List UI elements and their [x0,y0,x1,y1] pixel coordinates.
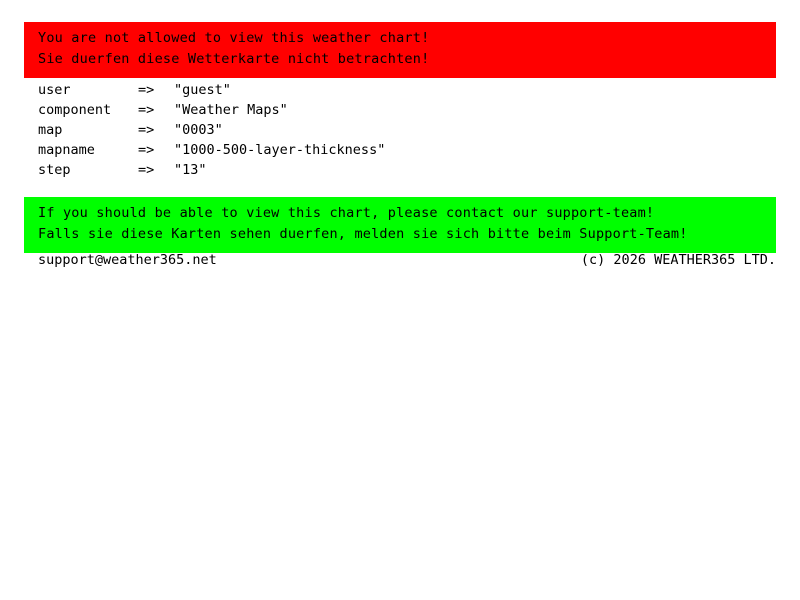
parameter-value-map: "0003" [174,122,223,138]
parameter-key-step: step [38,162,71,178]
parameter-list [38,80,778,180]
copyright-text: (c) 2026 WEATHER365 LTD. [580,252,776,268]
parameter-value-step: "13" [174,162,207,178]
parameter-value-user: "guest" [174,82,231,98]
parameter-key-map: map [38,122,63,138]
parameter-arrow-step: => [138,162,155,178]
parameter-key-mapname: mapname [38,142,95,158]
parameter-key-user: user [38,82,71,98]
parameter-row-user [38,80,778,100]
parameter-key-component: component [38,102,112,118]
error-banner [24,22,776,78]
support-banner-line-en: If you should be able to view this chart, please contact our support-team! [38,205,655,221]
parameter-arrow-component: => [138,102,155,118]
parameter-arrow-user: => [138,82,155,98]
error-banner-line-en: You are not allowed to view this weather chart! [38,30,430,46]
parameter-row-map [38,120,778,140]
footer [38,250,776,270]
support-banner [24,197,776,253]
parameter-row-mapname [38,140,778,160]
parameter-arrow-mapname: => [138,142,155,158]
error-banner-line-de: Sie duerfen diese Wetterkarte nicht betrachten! [38,51,430,67]
parameter-arrow-map: => [138,122,155,138]
parameter-value-mapname: "1000-500-layer-thickness" [174,142,386,158]
parameter-value-component: "Weather Maps" [174,102,288,118]
parameter-row-component [38,100,778,120]
support-banner-line-de: Falls sie diese Karten sehen duerfen, melden sie sich bitte beim Support-Team! [38,226,688,242]
parameter-row-step [38,160,778,180]
support-email-link[interactable]: support@weather365.net [38,252,217,268]
